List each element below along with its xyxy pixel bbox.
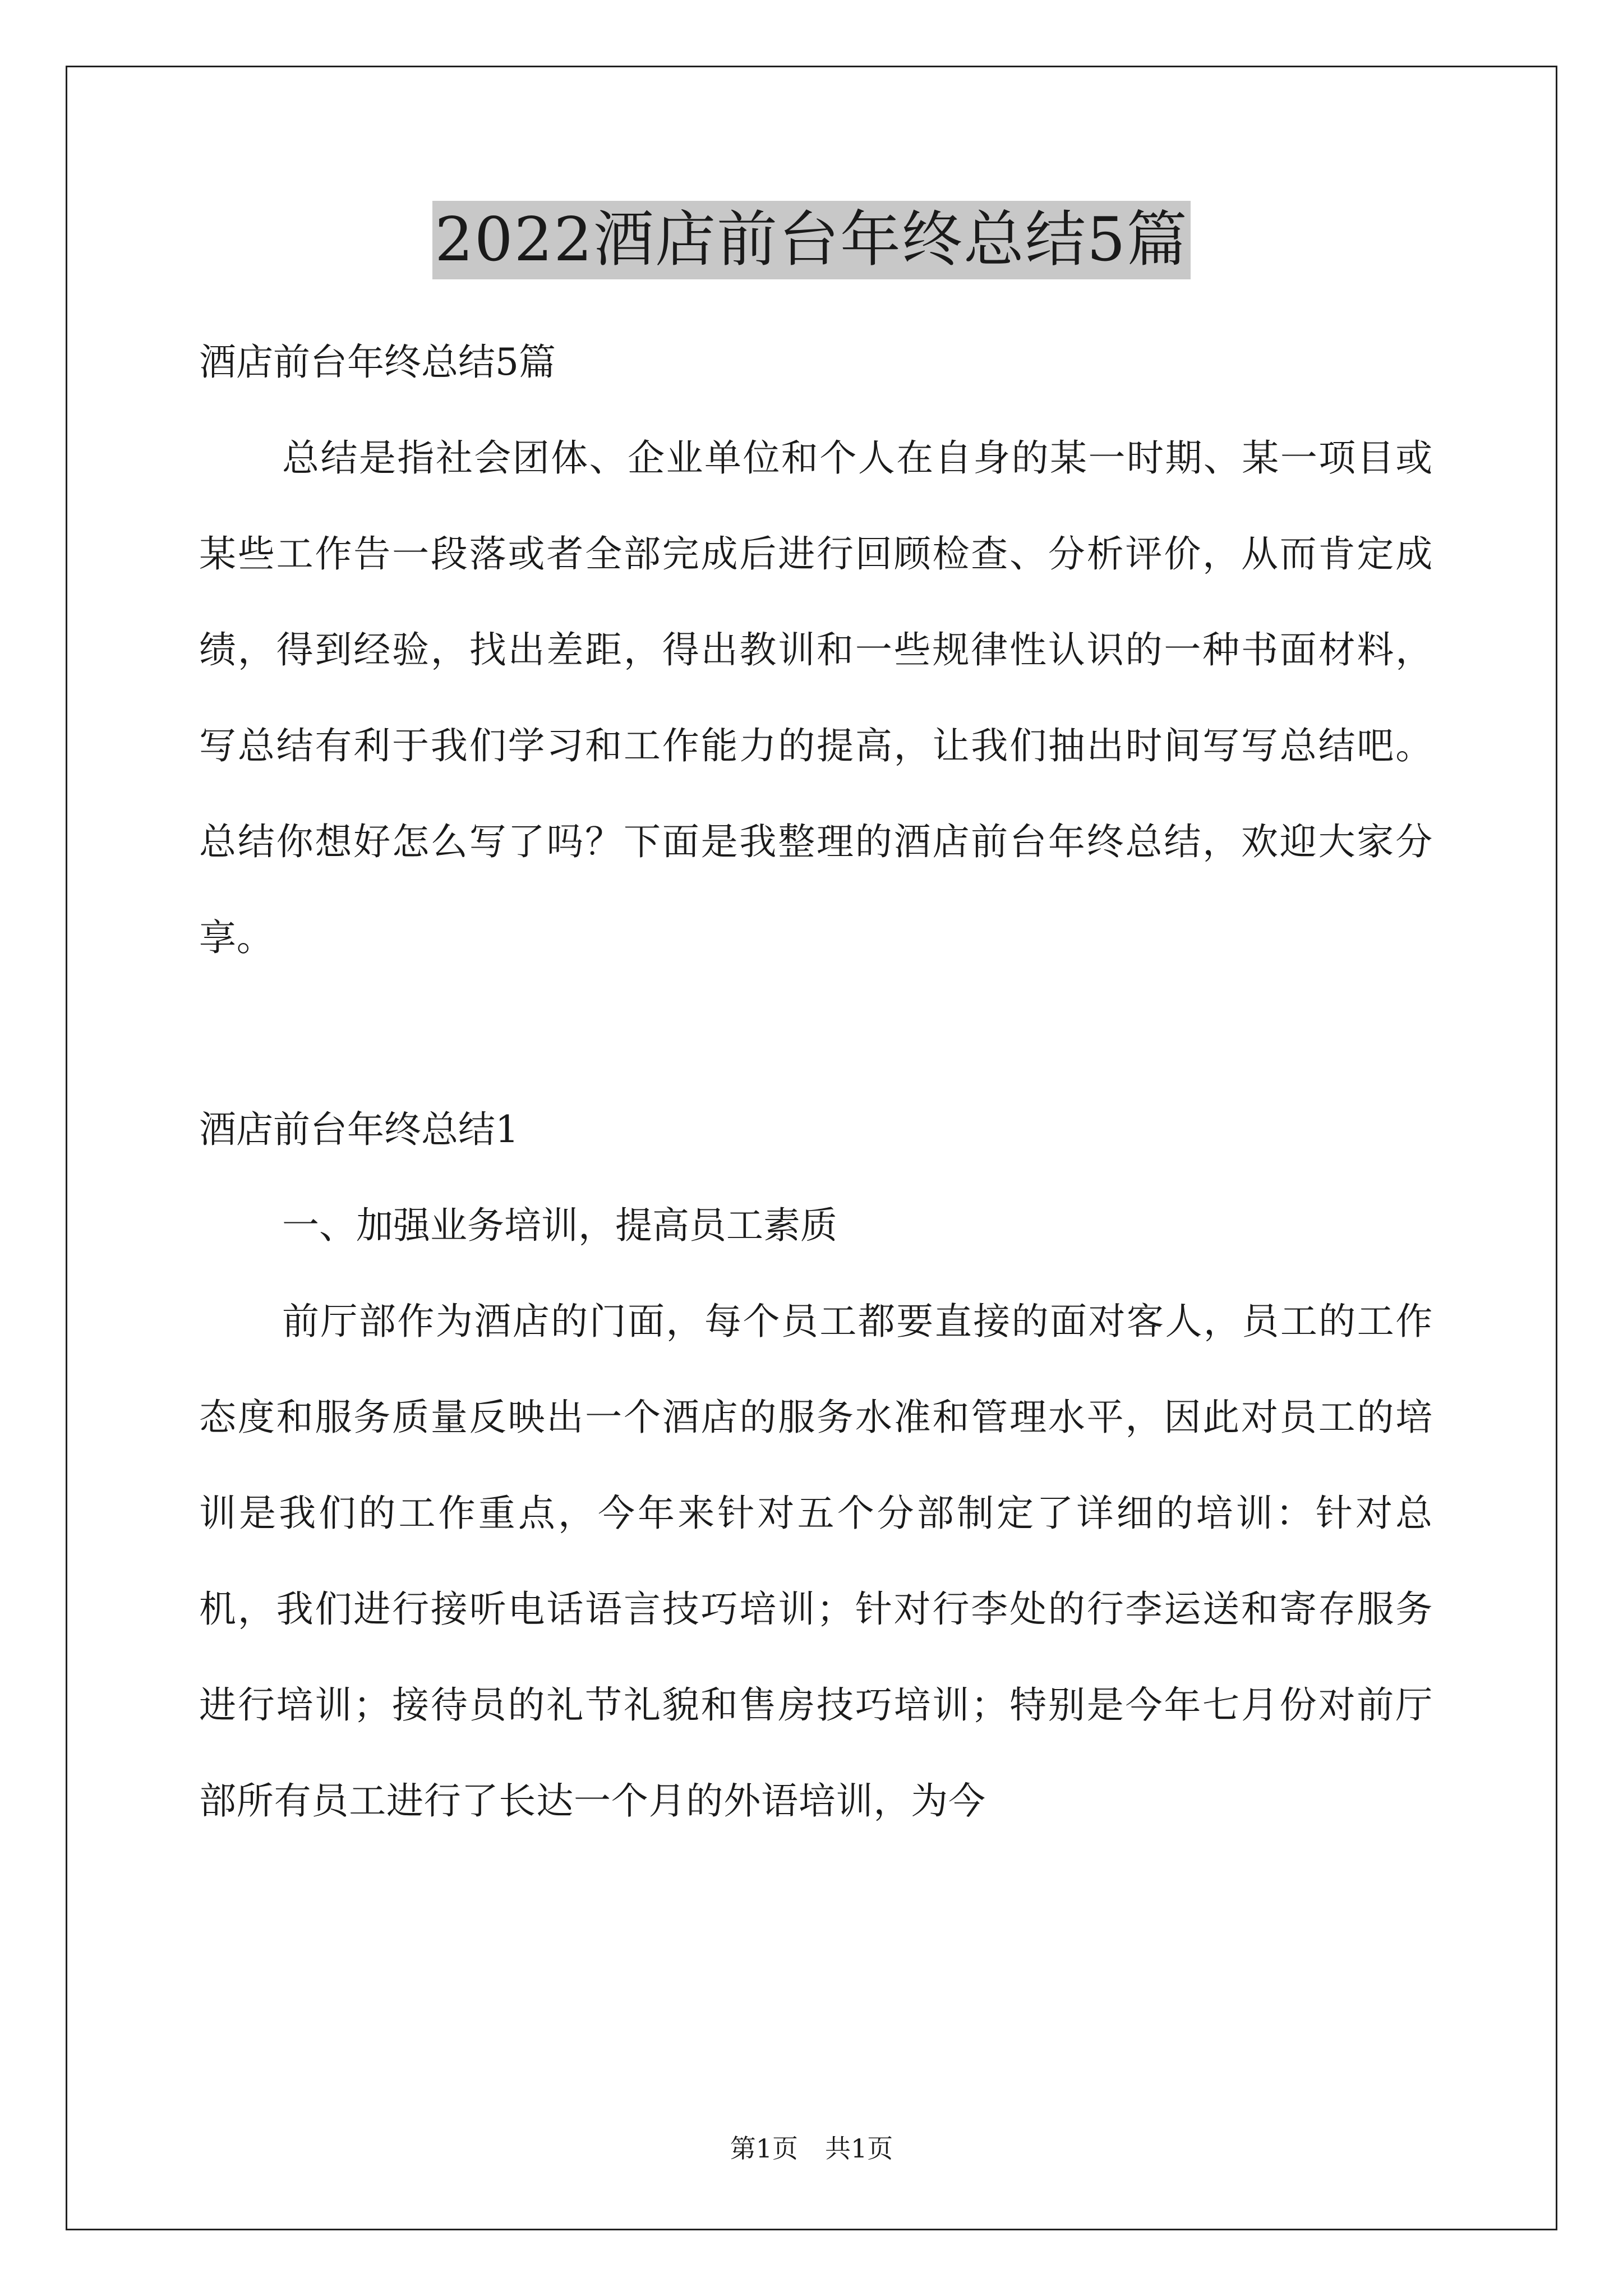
page-footer <box>0 2132 1623 2165</box>
section-subheading: 一、加强业务培训，提高员工素质 <box>282 1204 837 1247</box>
section-body-paragraph: 前厅部作为酒店的门面，每个员工都要直接的面对客人，员工的工作态度和服务质量反映出一个酒店的服务水准和管理水平，因此对员工的培训是我们的工作重点，今年来针对五个分部制定了详细的培训：针对总机，我们进行接听电话语言技巧培训；针对行李处的行李运送和寄存服务进行培训；接待员的礼节礼貌和售房技巧培训；特别是今年七月份对前厅部所有员工进行了长达一个月的外语培训，为今 <box>199 1300 1433 1823</box>
document-subtitle: 酒店前台年终总结5篇 <box>199 341 556 384</box>
document-title: 2022酒店前台年终总结5篇 <box>432 201 1191 279</box>
document-body <box>199 314 1433 1849</box>
blank-line <box>199 986 1433 1082</box>
section-heading: 酒店前台年终总结1 <box>199 1108 519 1151</box>
page-total: 共1页 <box>825 2133 893 2164</box>
page-number: 第1页 <box>730 2133 798 2164</box>
intro-paragraph: 总结是指社会团体、企业单位和个人在自身的某一时期、某一项目或某些工作告一段落或者全部完成后进行回顾检查、分析评价，从而肯定成绩，得到经验，找出差距，得出教训和一些规律性认识的一种书面材料，写总结有利于我们学习和工作能力的提高，让我们抽出时间写写总结吧。总结你想好怎么写了吗？下面是我整理的酒店前台年终总结，欢迎大家分享。 <box>199 436 1433 959</box>
title-container <box>0 201 1623 279</box>
